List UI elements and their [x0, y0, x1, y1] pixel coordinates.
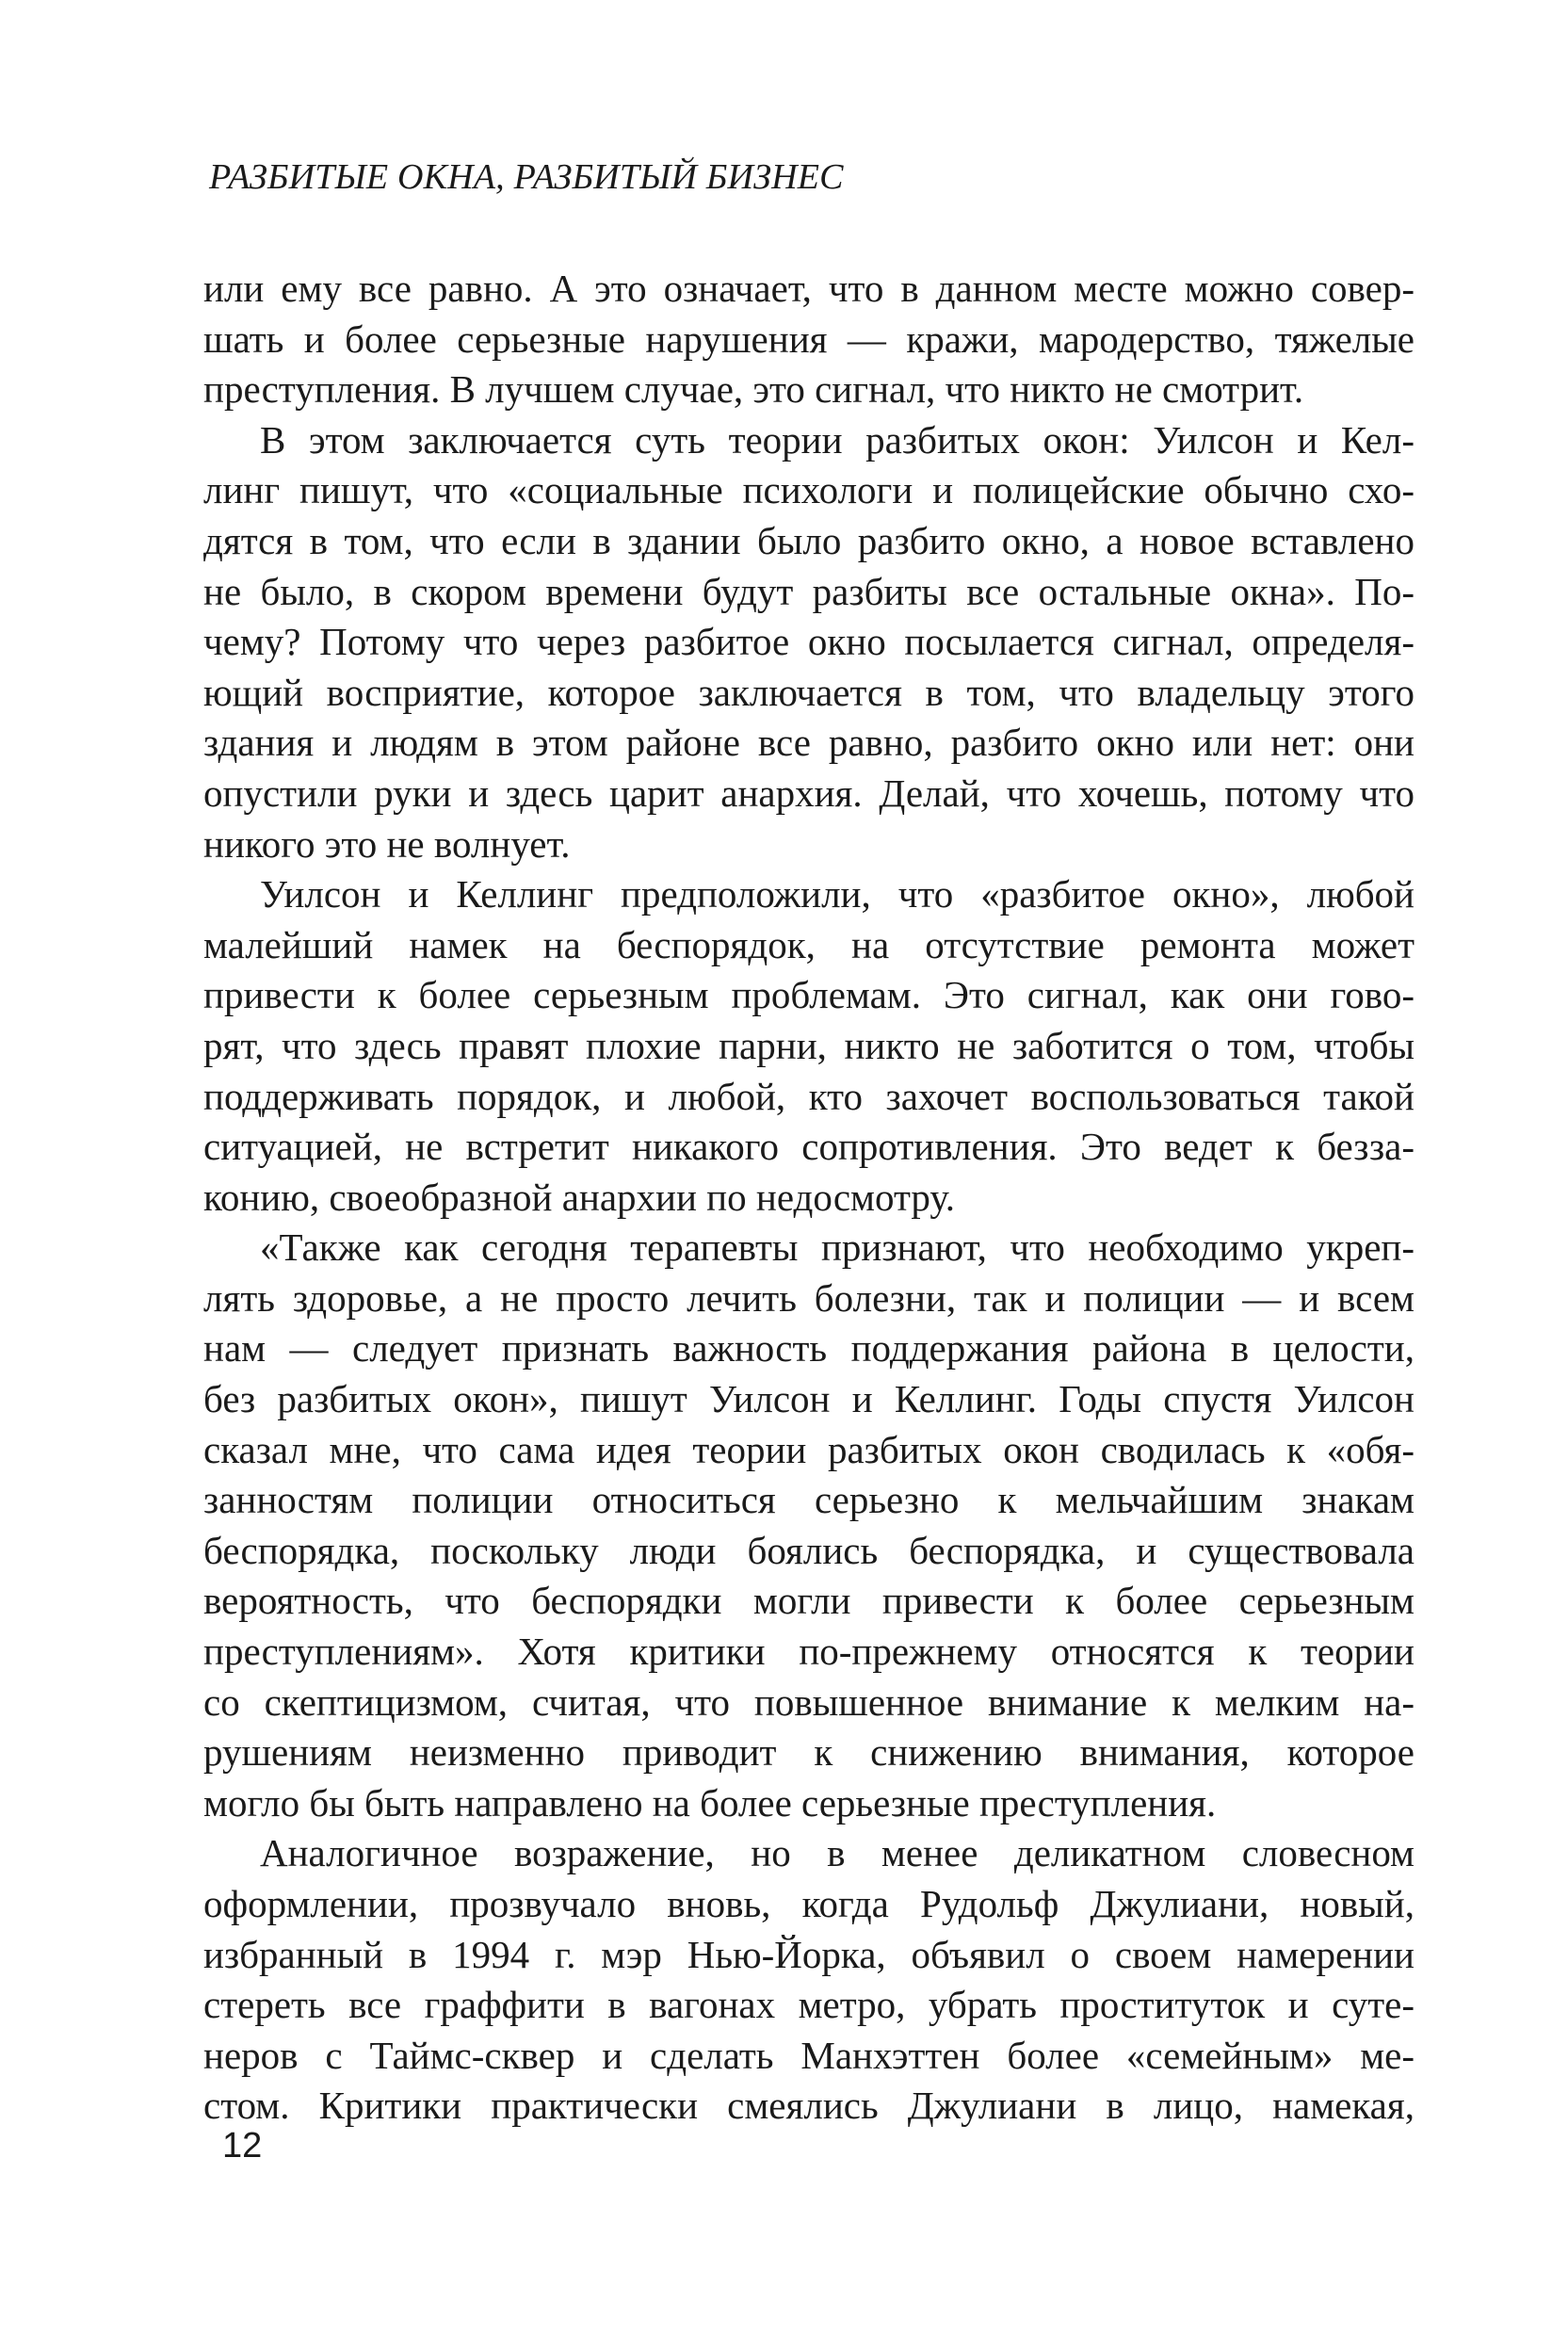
text-line-content: сказал мне, что сама идея теории разбитых окон сводилась к «обя- [203, 1427, 1414, 1471]
text-line [203, 315, 1414, 365]
text-line-content: рят, что здесь правят плохие парни, никто не заботится о том, чтобы [203, 1023, 1414, 1067]
text-line [203, 769, 1414, 819]
text-line [203, 970, 1414, 1021]
text-line-content: ситуацией, не встретит никакого сопротивления. Это ведет к безза- [203, 1125, 1414, 1169]
text-line [203, 1475, 1414, 1526]
text-line-content: поддерживать порядок, и любой, кто захочет воспользоваться такой [203, 1074, 1414, 1118]
text-line [203, 1122, 1414, 1173]
text-line-content: линг пишут, что «социальные психологи и полицейские обычно схо- [203, 468, 1414, 512]
text-line-content: не было, в скором времени будут разбиты все остальные окна». По- [203, 569, 1414, 613]
text-line-content: никого это не волнует. [203, 821, 571, 866]
text-line [203, 668, 1414, 719]
text-line [203, 1526, 1414, 1577]
text-line [203, 264, 1414, 315]
text-line-content: Аналогичное возражение, но в менее деликатном словесном [260, 1831, 1414, 1875]
text-line [203, 1627, 1414, 1678]
text-line-content: стереть все граффити в вагонах метро, убрать проституток и суте- [203, 1983, 1414, 2027]
text-line-content: лять здоровье, а не просто лечить болезни, так и полиции — и всем [203, 1275, 1414, 1320]
text-line [203, 1021, 1414, 1072]
text-line-content: рушениям неизменно приводит к снижению внимания, которое [203, 1730, 1414, 1775]
text-line-content: шать и более серьезные нарушения — кражи, мародерство, тяжелые [203, 316, 1414, 361]
text-line [203, 2081, 1414, 2132]
text-line-content: со скептицизмом, считая, что повышенное внимание к мелким на- [203, 1679, 1414, 1724]
text-line-content: избранный в 1994 г. мэр Нью-Йорка, объявил о своем намерении [203, 1932, 1414, 1976]
text-line-content: здания и людям в этом районе все равно, разбито окно или нет: они [203, 721, 1414, 765]
text-line [203, 1273, 1414, 1324]
text-line [203, 1323, 1414, 1374]
text-line-content: Уилсон и Келлинг предположили, что «разбитое окно», любой [260, 872, 1414, 917]
text-line-content: привести к более серьезным проблемам. Это сигнал, как они гово- [203, 973, 1414, 1017]
body-text [203, 264, 1414, 2132]
text-line [203, 819, 1414, 870]
text-line [203, 1728, 1414, 1778]
text-line [203, 617, 1414, 668]
text-line-content: ющий восприятие, которое заключается в том, что владельцу этого [203, 670, 1414, 714]
text-line-content: могло бы быть направлено на более серьезные преступления. [203, 1780, 1217, 1825]
text-line-content: чему? Потому что через разбитое окно посылается сигнал, определя- [203, 620, 1414, 664]
text-line-content: вероятность, что беспорядки могли привести к более серьезным [203, 1579, 1414, 1623]
text-line [203, 1828, 1414, 1879]
paragraph [203, 1828, 1414, 2132]
text-line [203, 1778, 1414, 1829]
paragraph [203, 869, 1414, 1223]
text-line [203, 1678, 1414, 1728]
text-line [203, 567, 1414, 618]
text-line [203, 920, 1414, 971]
paragraph [203, 415, 1414, 869]
paragraph [203, 264, 1414, 415]
text-line-content: малейший намек на беспорядок, на отсутствие ремонта может [203, 922, 1414, 966]
text-line [203, 718, 1414, 769]
page-number: 12 [222, 2126, 263, 2166]
text-line [203, 1930, 1414, 1981]
text-line-content: нам — следует признать важность поддержания района в целости, [203, 1326, 1414, 1371]
text-line-content: стом. Критики практически смеялись Джулиани в лицо, намекая, [203, 2084, 1414, 2128]
running-head: РАЗБИТЫЕ ОКНА, РАЗБИТЫЙ БИЗНЕС [209, 157, 844, 197]
text-line [203, 1980, 1414, 2031]
text-line [203, 465, 1414, 516]
text-line-content: неров с Таймс-сквер и сделать Манхэттен более «семейным» ме- [203, 2033, 1414, 2077]
text-line-content: преступления. В лучшем случае, это сигнал, что никто не смотрит. [203, 367, 1304, 412]
text-line [203, 415, 1414, 466]
text-line-content: опустили руки и здесь царит анархия. Делай, что хочешь, потому что [203, 771, 1414, 815]
text-line-content: конию, своеобразной анархии по недосмотру. [203, 1175, 955, 1219]
text-line-content: занностям полиции относиться серьезно к мельчайшим знакам [203, 1478, 1414, 1522]
text-line [203, 1374, 1414, 1425]
text-line [203, 1425, 1414, 1476]
text-line [203, 869, 1414, 920]
text-line-content: В этом заключается суть теории разбитых окон: Уилсон и Кел- [260, 417, 1414, 462]
text-line [203, 1173, 1414, 1224]
text-line [203, 1072, 1414, 1123]
text-line [203, 365, 1414, 415]
text-line-content: «Также как сегодня терапевты признают, что необходимо укреп- [260, 1225, 1414, 1270]
text-line [203, 1223, 1414, 1273]
text-line-content: преступлениям». Хотя критики по-прежнему относятся к теории [203, 1630, 1414, 1674]
text-line-content: или ему все равно. А это означает, что в данном месте можно совер- [203, 267, 1414, 310]
text-line-content: оформлении, прозвучало вновь, когда Рудольф Джулиани, новый, [203, 1882, 1414, 1925]
text-line-content: беспорядка, поскольку люди боялись беспорядка, и существовала [203, 1528, 1414, 1572]
text-line [203, 516, 1414, 567]
text-line-content: без разбитых окон», пишут Уилсон и Келлинг. Годы спустя Уилсон [203, 1377, 1414, 1421]
text-line [203, 1879, 1414, 1930]
paragraph [203, 1223, 1414, 1828]
text-line [203, 1576, 1414, 1627]
text-line-content: дятся в том, что если в здании было разбито окно, а новое вставлено [203, 518, 1414, 562]
text-line [203, 2031, 1414, 2082]
